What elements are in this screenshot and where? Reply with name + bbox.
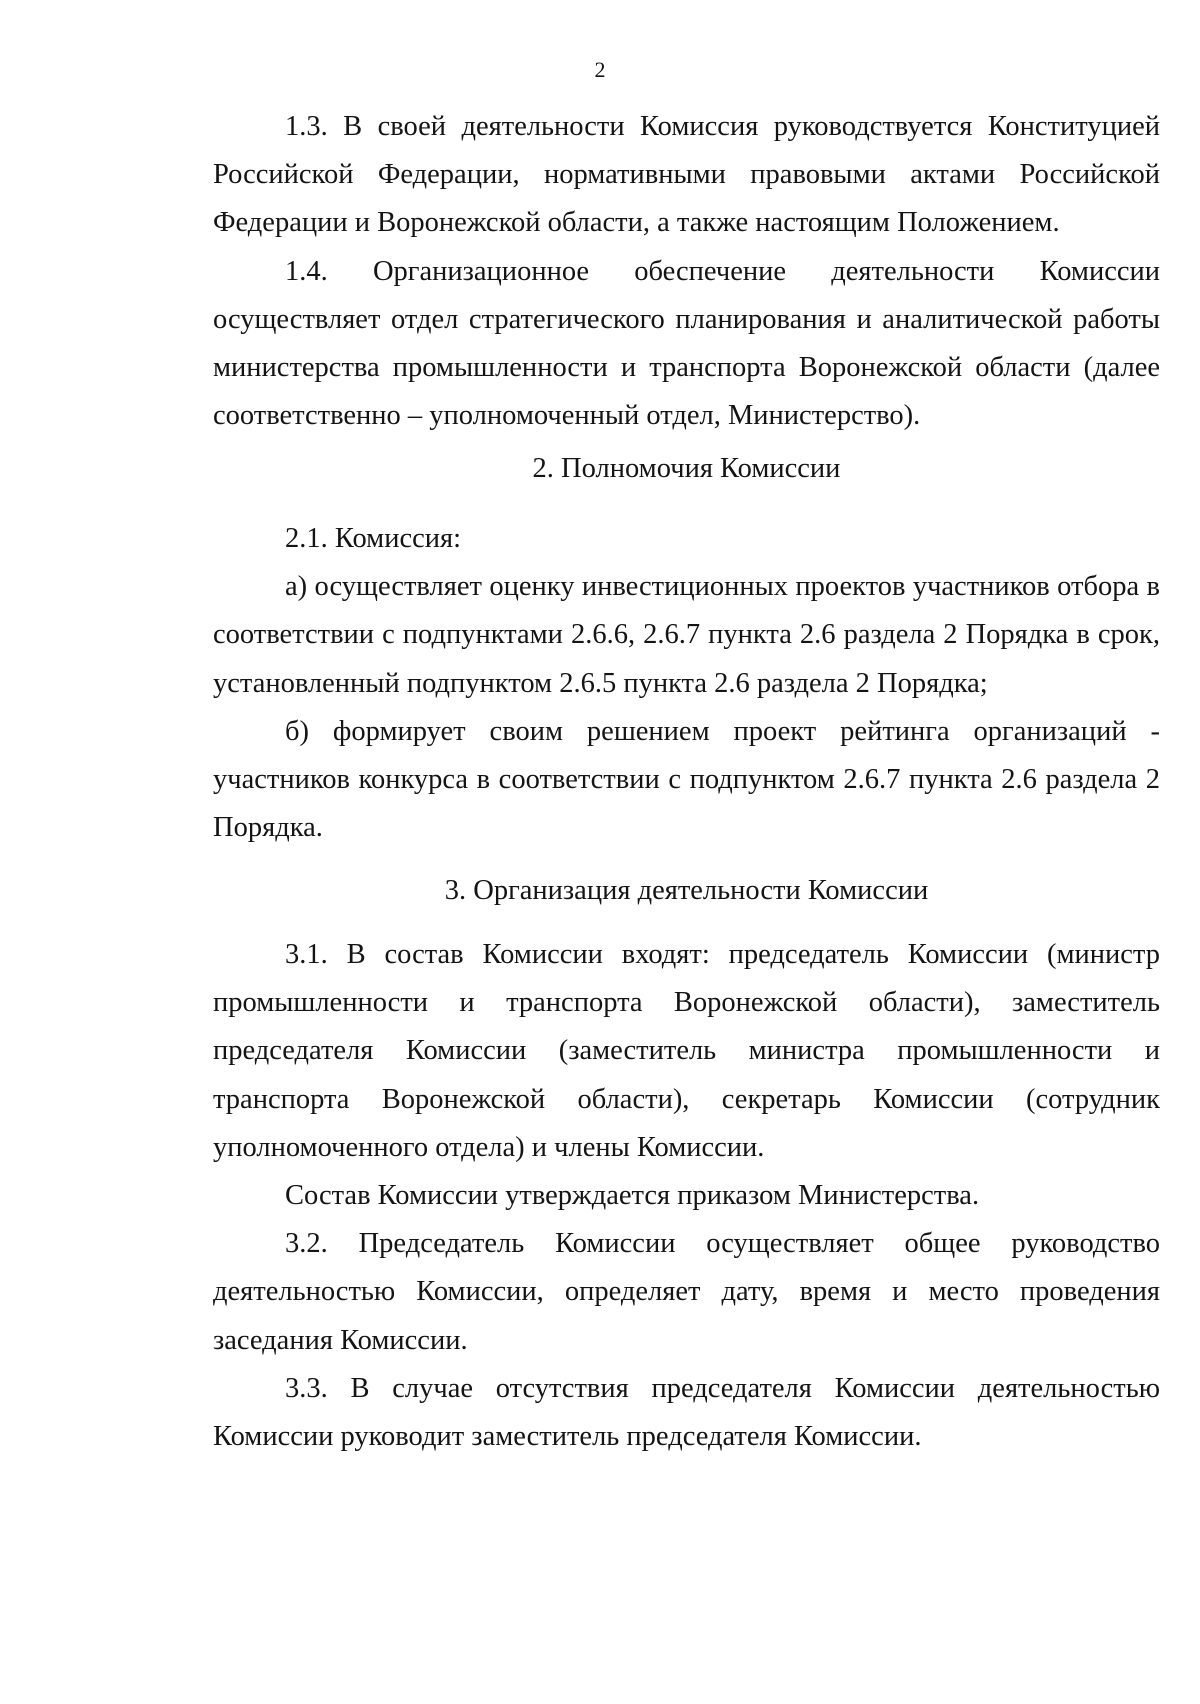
item-b: б) формирует своим решением проект рейтинга организаций - участников конкурса в соответствии с подпунктом 2.6.7 пункта 2.6 раздела 2 Порядка.: [213, 715, 1160, 844]
paragraph-3-3: 3.3. В случае отсутствия председателя Комиссии деятельностью Комиссии руководит заместитель председателя Комиссии.: [213, 1372, 1160, 1453]
section-2-body: [213, 515, 1160, 852]
page-number: 2: [594, 57, 606, 82]
item-a: а) осуществляет оценку инвестиционных проектов участников отбора в соответствии с подпунктами 2.6.6, 2.6.7 пункта 2.6 раздела 2 Порядка в срок, установленный подпунктом 2.6.5 пункта 2.6 раздела 2 Порядка;: [213, 571, 1160, 699]
paragraph-1-3: 1.3. В своей деятельности Комиссия руководствуется Конституцией Российской Федерации, нормативными правовыми актами Российской Федерации и Воронежской области, а также настоящим Положением.: [213, 111, 1160, 239]
paragraph-3-1-composition: Состав Комиссии утверждается приказом Министерства.: [285, 1180, 980, 1212]
paragraph-2-1: 2.1. Комиссия:: [285, 523, 462, 554]
section-1-continuation: [213, 103, 1160, 440]
section-2-heading: 2. Полномочия Комиссии: [532, 453, 841, 484]
paragraph-3-1: 3.1. В состав Комиссии входят: председатель Комиссии (министр промышленности и транспорта Воронежской области), заместитель председателя Комиссии (заместитель министра промышленности и транспорта Воронежской области), секретарь Комиссии (сотрудник уполномоченного отдела) и члены Комиссии.: [213, 939, 1160, 1163]
section-3-body: [213, 931, 1160, 1461]
section-3-heading: 3. Организация деятельности Комиссии: [444, 875, 929, 906]
paragraph-1-4: 1.4. Организационное обеспечение деятельности Комиссии осуществляет отдел стратегического планирования и аналитической работы министерства промышленности и транспорта Воронежской области (далее соответственно – уполномоченный отдел, Министерство).: [213, 255, 1160, 432]
paragraph-3-2: 3.2. Председатель Комиссии осуществляет общее руководство деятельностью Комиссии, определяет дату, время и место проведения заседания Комиссии.: [213, 1228, 1160, 1356]
